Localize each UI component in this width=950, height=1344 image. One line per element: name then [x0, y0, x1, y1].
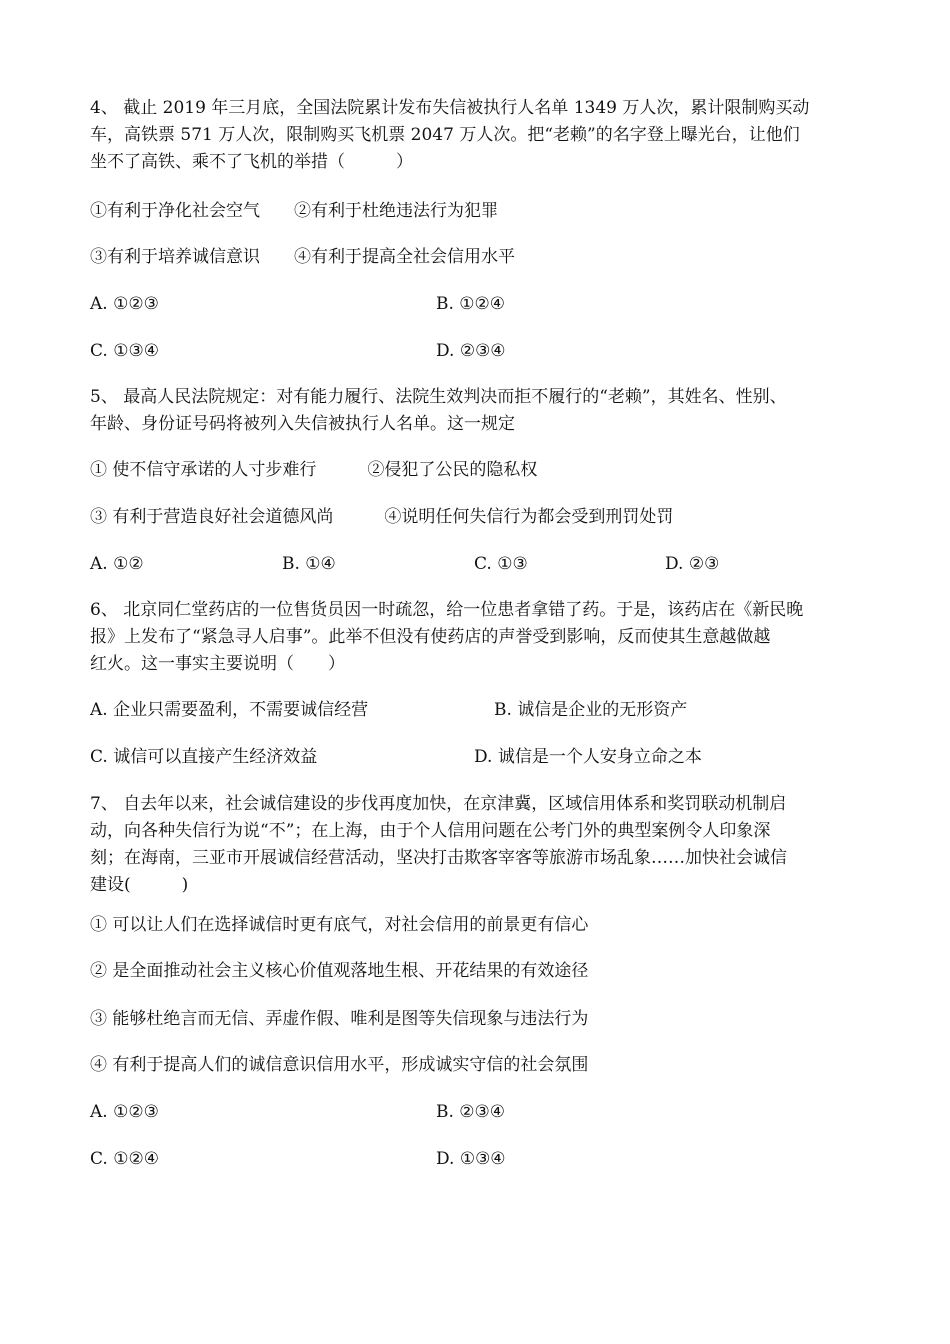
- question-4-stem-line-1: 4、 截止 2019 年三月底，全国法院累计发布失信被执行人名单 1349 万人次，累计限制购买动: [90, 98, 810, 118]
- question-6-stem-line-2: 报》上发布了“紧急寻人启事”。此举不但没有使药店的声誉受到影响，反而使其生意越做越: [90, 627, 771, 647]
- question-6-stem-line-3: 红火。这一事实主要说明（ ）: [90, 654, 345, 674]
- question-4-statement-1: ①有利于净化社会空气 ②有利于杜绝违法行为犯罪: [90, 201, 498, 221]
- question-4-stem-line-3: 坐不了高铁、乘不了飞机的举措（ ）: [90, 152, 413, 172]
- question-7-statement-1: ① 可以让人们在选择诚信时更有底气，对社会信用的前景更有信心: [90, 915, 589, 935]
- question-6-option-a: A. 企业只需要盈利，不需要诚信经营: [90, 700, 369, 720]
- question-4-statement-2: ③有利于培养诚信意识 ④有利于提高全社会信用水平: [90, 247, 515, 267]
- question-7-statement-2: ② 是全面推动社会主义核心价值观落地生根、开花结果的有效途径: [90, 961, 589, 981]
- question-5-stem-line-1: 5、 最高人民法院规定：对有能力履行、法院生效判决而拒不履行的“老赖”，其姓名、性别、: [90, 387, 787, 407]
- question-5-option-d: D. ②③: [665, 554, 720, 574]
- question-5-statement-1: ① 使不信守承诺的人寸步难行 ②侵犯了公民的隐私权: [90, 460, 538, 480]
- question-4-option-a: A. ①②③: [90, 294, 159, 314]
- question-7-stem-line-1: 7、 自去年以来，社会诚信建设的步伐再度加快，在京津冀，区域信用体系和奖罚联动机制启: [90, 794, 787, 814]
- question-4-option-d: D. ②③④: [436, 341, 506, 361]
- question-7-statement-4: ④ 有利于提高人们的诚信意识信用水平，形成诚实守信的社会氛围: [90, 1055, 589, 1075]
- question-7-option-b: B. ②③④: [436, 1102, 506, 1122]
- question-7-statement-3: ③ 能够杜绝言而无信、弄虚作假、唯利是图等失信现象与违法行为: [90, 1009, 589, 1029]
- question-5-option-a: A. ①②: [90, 554, 144, 574]
- question-5-option-b: B. ①④: [282, 554, 336, 574]
- question-4-option-c: C. ①③④: [90, 341, 159, 361]
- question-6-option-c: C. 诚信可以直接产生经济效益: [90, 747, 318, 767]
- question-7-option-a: A. ①②③: [90, 1102, 159, 1122]
- question-7-stem-line-4: 建设( ): [90, 875, 189, 895]
- question-4-option-b: B. ①②④: [436, 294, 506, 314]
- question-5-statement-2: ③ 有利于营造良好社会道德风尚 ④说明任何失信行为都会受到刑罚处罚: [90, 507, 674, 527]
- question-6-stem-line-1: 6、 北京同仁堂药店的一位售货员因一时疏忽，给一位患者拿错了药。于是，该药店在《新民晚: [90, 600, 804, 620]
- question-6-option-b: B. 诚信是企业的无形资产: [494, 700, 688, 720]
- question-5-stem-line-2: 年龄、身份证号码将被列入失信被执行人名单。这一规定: [90, 414, 515, 434]
- question-5-option-c: C. ①③: [474, 554, 528, 574]
- question-7-stem-line-2: 动，向各种失信行为说“不”；在上海，由于个人信用问题在公考门外的典型案例令人印象深: [90, 821, 771, 841]
- question-7-option-c: C. ①②④: [90, 1149, 159, 1169]
- question-7-stem-line-3: 刻；在海南，三亚市开展诚信经营活动，坚决打击欺客宰客等旅游市场乱象……加快社会诚信: [90, 848, 787, 868]
- question-7-option-d: D. ①③④: [436, 1149, 506, 1169]
- question-6-option-d: D. 诚信是一个人安身立命之本: [474, 747, 702, 767]
- question-4-stem-line-2: 车，高铁票 571 万人次，限制购买飞机票 2047 万人次。把“老赖”的名字登上曝光台，让他们: [90, 125, 800, 145]
